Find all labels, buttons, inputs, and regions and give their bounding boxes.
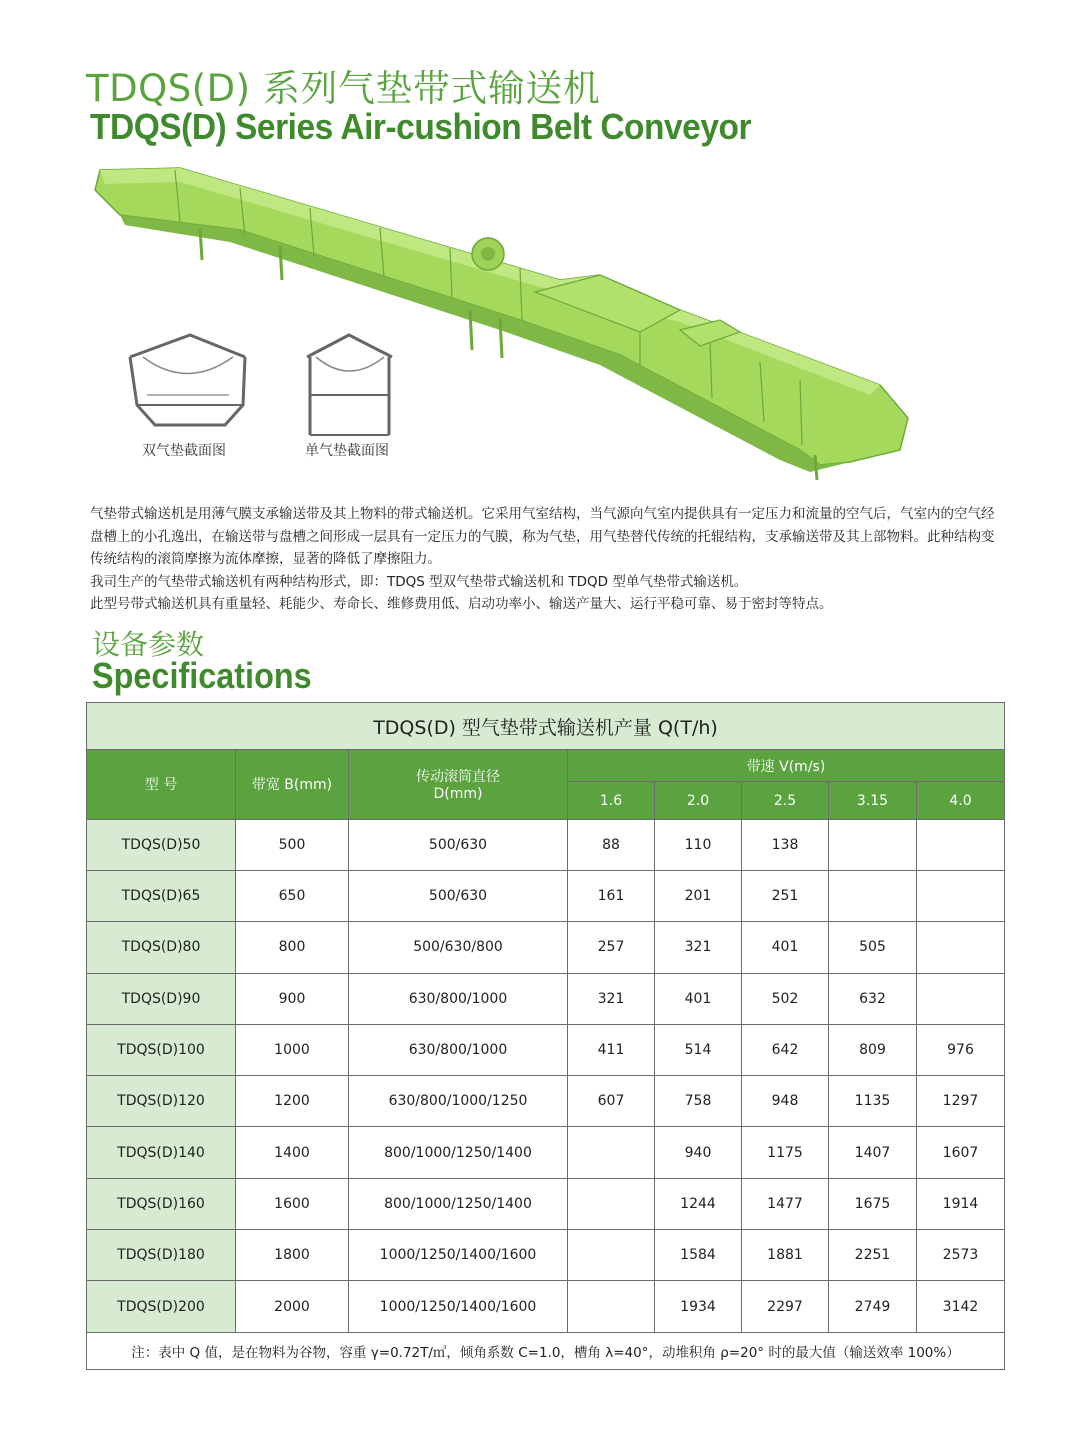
table-row <box>87 819 1005 870</box>
cell-capacity <box>829 870 917 921</box>
cell-width: 1600 <box>236 1178 349 1229</box>
cell-capacity: 1135 <box>829 1076 917 1127</box>
intro-text <box>90 503 1005 616</box>
cell-capacity: 1175 <box>742 1127 829 1178</box>
cell-capacity: 2297 <box>742 1281 829 1332</box>
cell-capacity: 1675 <box>829 1178 917 1229</box>
cell-capacity: 138 <box>742 819 829 870</box>
speed-header: 4.0 <box>917 782 1005 819</box>
cell-capacity: 514 <box>655 1024 742 1075</box>
cell-width: 1800 <box>236 1230 349 1281</box>
speed-header: 3.15 <box>829 782 917 819</box>
cell-model: TDQS(D)50 <box>87 819 236 870</box>
table-row <box>87 1076 1005 1127</box>
cell-pulley: 500/630/800 <box>349 922 568 973</box>
page-title-en: TDQS(D) Series Air-cushion Belt Conveyor <box>90 106 752 147</box>
cell-capacity: 758 <box>655 1076 742 1127</box>
cell-capacity: 201 <box>655 870 742 921</box>
cell-capacity: 321 <box>655 922 742 973</box>
table-row <box>87 1024 1005 1075</box>
cell-capacity: 401 <box>655 973 742 1024</box>
cell-capacity: 161 <box>568 870 655 921</box>
conveyor-body <box>95 168 908 480</box>
cell-capacity: 809 <box>829 1024 917 1075</box>
speed-header: 2.0 <box>655 782 742 819</box>
cell-pulley: 500/630 <box>349 819 568 870</box>
cell-capacity <box>568 1281 655 1332</box>
spec-table <box>86 702 1005 1370</box>
cell-capacity: 1607 <box>917 1127 1005 1178</box>
cell-capacity: 505 <box>829 922 917 973</box>
cell-capacity: 632 <box>829 973 917 1024</box>
cell-width: 1400 <box>236 1127 349 1178</box>
speed-header: 1.6 <box>568 782 655 819</box>
cell-capacity: 2749 <box>829 1281 917 1332</box>
table-row <box>87 973 1005 1024</box>
cell-model: TDQS(D)140 <box>87 1127 236 1178</box>
cell-capacity: 1914 <box>917 1178 1005 1229</box>
cell-width: 800 <box>236 922 349 973</box>
cell-capacity: 251 <box>742 870 829 921</box>
page-title-cn: TDQS(D) 系列气垫带式输送机 <box>86 67 601 110</box>
cell-capacity: 321 <box>568 973 655 1024</box>
cell-capacity <box>917 973 1005 1024</box>
cell-capacity: 976 <box>917 1024 1005 1075</box>
cell-model: TDQS(D)65 <box>87 870 236 921</box>
col-header-width: 带宽 B(mm) <box>236 750 349 819</box>
cell-capacity: 948 <box>742 1076 829 1127</box>
speed-header: 2.5 <box>742 782 829 819</box>
cell-pulley: 800/1000/1250/1400 <box>349 1178 568 1229</box>
cell-capacity: 2573 <box>917 1230 1005 1281</box>
cell-capacity <box>917 870 1005 921</box>
cell-capacity: 1584 <box>655 1230 742 1281</box>
cell-capacity: 1297 <box>917 1076 1005 1127</box>
cell-capacity: 1881 <box>742 1230 829 1281</box>
cell-capacity: 110 <box>655 819 742 870</box>
table-note: 注：表中 Q 值，是在物料为谷物，容重 γ=0.72T/㎥，倾角系数 C=1.0，槽角 λ=40°，动堆积角 ρ=20° 时的最大值（输送效率 100%） <box>87 1332 1005 1369</box>
table-row <box>87 870 1005 921</box>
cell-model: TDQS(D)90 <box>87 973 236 1024</box>
cell-model: TDQS(D)200 <box>87 1281 236 1332</box>
col-header-model: 型 号 <box>87 750 236 819</box>
cell-model: TDQS(D)120 <box>87 1076 236 1127</box>
cell-capacity: 502 <box>742 973 829 1024</box>
spec-heading-en: Specifications <box>92 655 312 696</box>
intro-paragraph: 此型号带式输送机具有重量轻、耗能少、寿命长、维修费用低、启动功率小、输送产量大、运行平稳可靠、易于密封等特点。 <box>90 596 833 612</box>
cell-capacity: 1934 <box>655 1281 742 1332</box>
cell-capacity <box>568 1127 655 1178</box>
double-cushion-section <box>130 335 245 425</box>
col-header-pulley-line2: D(mm) <box>433 786 483 803</box>
table-header-row <box>87 750 1005 782</box>
cell-capacity: 1477 <box>742 1178 829 1229</box>
cell-pulley: 500/630 <box>349 870 568 921</box>
cell-capacity: 642 <box>742 1024 829 1075</box>
cell-width: 900 <box>236 973 349 1024</box>
cell-capacity: 411 <box>568 1024 655 1075</box>
cell-pulley: 630/800/1000/1250 <box>349 1076 568 1127</box>
cell-capacity: 3142 <box>917 1281 1005 1332</box>
cell-capacity <box>829 819 917 870</box>
cell-width: 1200 <box>236 1076 349 1127</box>
table-row <box>87 922 1005 973</box>
cell-width: 500 <box>236 819 349 870</box>
cell-capacity: 401 <box>742 922 829 973</box>
cell-pulley: 1000/1250/1400/1600 <box>349 1230 568 1281</box>
cell-capacity <box>917 922 1005 973</box>
table-title: TDQS(D) 型气垫带式输送机产量 Q(T/h) <box>87 703 1005 750</box>
cell-capacity <box>917 819 1005 870</box>
col-header-speed: 带速 V(m/s) <box>568 750 1005 782</box>
cell-capacity: 940 <box>655 1127 742 1178</box>
spec-heading-cn: 设备参数 <box>92 628 205 661</box>
cell-capacity <box>568 1230 655 1281</box>
cell-pulley: 630/800/1000 <box>349 1024 568 1075</box>
single-cushion-caption: 单气垫截面图 <box>305 443 389 459</box>
cell-capacity: 257 <box>568 922 655 973</box>
cell-model: TDQS(D)180 <box>87 1230 236 1281</box>
cell-pulley: 1000/1250/1400/1600 <box>349 1281 568 1332</box>
cell-model: TDQS(D)160 <box>87 1178 236 1229</box>
double-cushion-caption: 双气垫截面图 <box>142 443 226 459</box>
table-row <box>87 1281 1005 1332</box>
cell-capacity <box>568 1178 655 1229</box>
cell-capacity: 88 <box>568 819 655 870</box>
table-row <box>87 1127 1005 1178</box>
cell-width: 1000 <box>236 1024 349 1075</box>
cell-model: TDQS(D)100 <box>87 1024 236 1075</box>
cell-capacity: 2251 <box>829 1230 917 1281</box>
cell-capacity: 1407 <box>829 1127 917 1178</box>
cell-width: 650 <box>236 870 349 921</box>
cell-pulley: 800/1000/1250/1400 <box>349 1127 568 1178</box>
cell-width: 2000 <box>236 1281 349 1332</box>
table-row <box>87 1230 1005 1281</box>
single-cushion-section <box>307 335 392 435</box>
col-header-pulley <box>349 750 568 819</box>
cell-capacity: 607 <box>568 1076 655 1127</box>
intro-paragraph: 气垫带式输送机是用薄气膜支承输送带及其上物料的带式输送机。它采用气室结构，当气源向气室内提供具有一定压力和流量的空气后，气室内的空气经盘槽上的小孔逸出，在输送带与盘槽之间形成一层具有一定压力的气膜，称为气垫，用气垫替代传统的托辊结构，支承输送带及其上部物料。此种结构变传统结构的滚筒摩擦为流体摩擦，显著的降低了摩擦阻力。 <box>90 506 995 567</box>
cell-pulley: 630/800/1000 <box>349 973 568 1024</box>
conveyor-illustration <box>80 150 920 490</box>
cell-model: TDQS(D)80 <box>87 922 236 973</box>
cell-capacity: 1244 <box>655 1178 742 1229</box>
intro-paragraph: 我司生产的气垫带式输送机有两种结构形式，即：TDQS 型双气垫带式输送机和 TDQD 型单气垫带式输送机。 <box>90 573 748 590</box>
table-row <box>87 1178 1005 1229</box>
col-header-pulley-line1: 传动滚筒直径 <box>416 769 500 786</box>
